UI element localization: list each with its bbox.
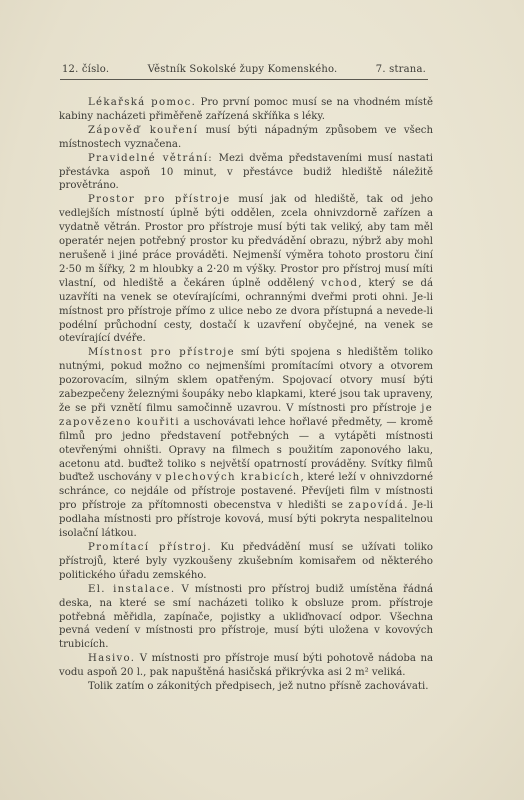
paragraph-electrical	[59, 583, 433, 653]
paragraph-closing	[59, 680, 433, 694]
paragraph-text: V místnosti pro přístroje musí býti pohotově nádoba na vodu aspoň 20 l., pak napuštěná hasičská přikrývka asi 2 m² veliká.	[59, 653, 433, 679]
issue-number: 12. číslo.	[62, 64, 110, 75]
paragraph-term: El. instalace.	[88, 583, 176, 595]
article-body	[59, 96, 433, 694]
paragraph-smoking	[59, 124, 433, 152]
paragraph-extinguisher	[59, 652, 433, 680]
paragraph-term: Prostor pro přístroje	[88, 194, 231, 206]
paragraph-text: musí jak od hlediště, tak od jeho vedlejších místností úplně býti oddělen, zcela ohnivzdorně zařízen a vydatně větrán. Prostor pro přístroje musí býti tak veliký, aby tam měl operatér nejen potřebný prostor ku předvádění obrazu, nýbrž aby mohl nerušeně i jiné práce prováděti. Nejmenší výměra tohoto prostoru činí 2·50 m šířky, 2 m hloubky a 2·20 m výšky. Prostor pro přístroj musí míti vlastní, od hlediště a čekáren úplně oddělený	[59, 194, 433, 289]
paragraph-text: Mezi dvěma představeními musí nastati přestávka aspoň 10 minut, v přestávce budiž hlediště náležitě provětráno.	[59, 152, 434, 192]
paragraph-emphasis-3: zapovídá	[348, 500, 405, 512]
header-rule	[60, 79, 428, 80]
paragraph-term: Místnost pro přístroje	[88, 347, 235, 359]
paragraph-text: Pro první pomoc musí se na vhodném místě kabiny nacházeti přiměřeně zařízená skříňka s léky.	[59, 97, 433, 122]
paragraph-term: Hasivo.	[88, 653, 136, 665]
paragraph-text-cont-2: , které leží v ohnivzdorné schránce, co nejdále od přístroje postavené. Převíjeti film v místnosti pro přístroje za přítomnosti obecenstva v hledišti se	[59, 472, 433, 512]
journal-title: Věstník Sokolské župy Komenského.	[147, 64, 338, 75]
paragraph-emphasis-2: plechových krabicích	[165, 472, 301, 484]
paragraph-emphasis: je zapovězeno kouřiti	[59, 402, 433, 428]
page-number: 7. strana.	[375, 64, 426, 75]
paragraph-ventilation	[59, 152, 433, 194]
running-header	[62, 64, 426, 75]
paragraph-term: Promítací přístroj.	[88, 542, 212, 553]
paragraph-projector	[59, 541, 433, 583]
paragraph-projector-room	[59, 346, 433, 541]
paragraph-emphasis: vchod	[321, 277, 359, 289]
paragraph-text-cont-3: . Je-li podlaha místnosti pro přístroje kovová, musí býti pokryta nespalitelnou isolační látkou.	[59, 500, 433, 540]
paragraph-text: musí býti nápadným způsobem ve všech místnostech vyznačena.	[59, 124, 433, 150]
paragraph-text-cont: , který se dá uzavříti na venek se otevírajícími, ochrannými dveřmi proti ohni. Je-li místnost pro přístroje přímo z ulice nebo ze dvora přístupná a nevede-li podélní průchodní cesty, dostačí k uzavření obyčejné, na venek se otevírající dvéře.	[59, 277, 433, 345]
paragraph-text: Tolik zatím o zákonitých předpisech, jež nutno přísně zachovávati.	[88, 681, 429, 693]
paragraph-term: Pravidelné větrání:	[88, 152, 214, 164]
paragraph-term: Lékařská pomoc.	[88, 97, 197, 108]
paragraph-text: Ku předvádění musí se užívati toliko přístrojů, které byly vyzkoušeny zkušebním komisařem od některého politického úřadu zemského.	[59, 542, 433, 581]
paragraph-text: smí býti spojena s hledištěm toliko nutnými, pokud možno co nejmenšími promítacími otvory a otvorem pozorovacím, silným sklem opatřeným. Spojovací otvory musí býti zabezpečeny železnými šoupáky nebo klapkami, které jsou tak upraveny, že se při vznětí filmu samočinně uzavrou. V místnosti pro přístroje	[59, 347, 433, 414]
paragraph-text-cont: a uschovávati lehce hořlavé předměty, — kromě filmů pro jedno představení potřebných — a vytápěti místnosti otevřenými ohništi. Opravy na filmech s použitím zaponového laku, acetonu atd. buďtež toliko s největší opatrností prováděny. Svítky filmů buďtež uschovány v	[59, 416, 433, 484]
paragraph-text: V místnosti pro přístroj budiž umístěna řádná deska, na které se smí nacházeti toliko k obsluze prom. přístroje potřebná měřidla, zapínače, pojistky a ukliďnovací odpor. Všechna pevná vedení v místnosti pro přístroje, musí býti uložena v kovových trubicích.	[59, 583, 433, 651]
paragraph-term: Zápověď kouření	[88, 124, 199, 136]
paragraph-projector-space	[59, 193, 433, 346]
paragraph-first-aid	[59, 96, 433, 124]
